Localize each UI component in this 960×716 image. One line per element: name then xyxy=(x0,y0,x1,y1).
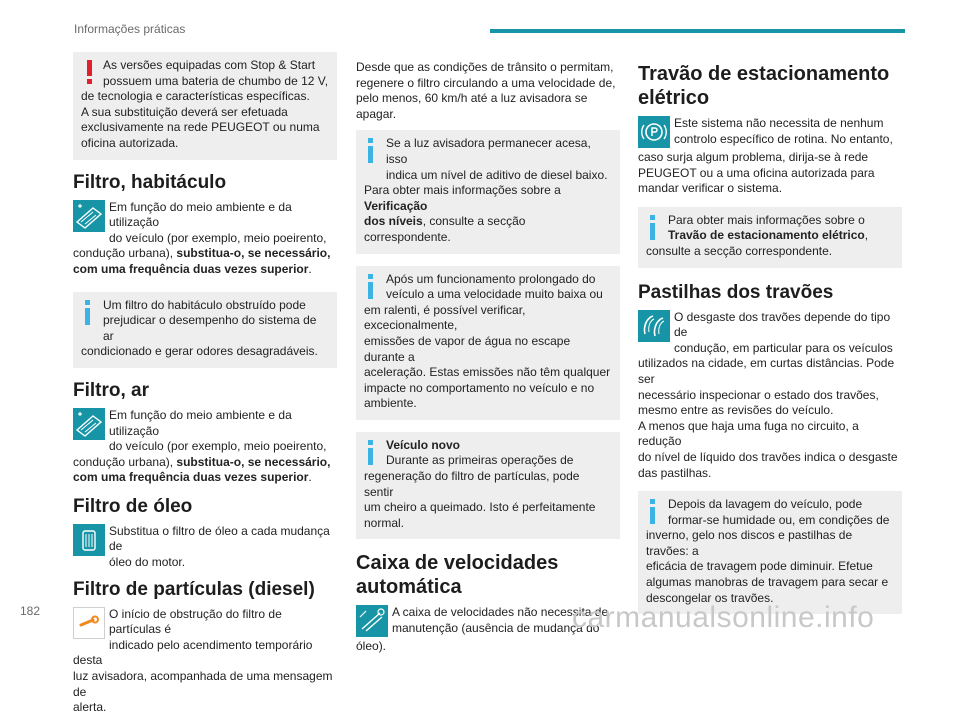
brake-pads-icon xyxy=(638,310,670,342)
info-icon xyxy=(650,215,656,241)
text-line: Para obter mais informações sobre o xyxy=(668,212,865,227)
page-number: 182 xyxy=(20,604,41,618)
parking-brake-entry xyxy=(638,116,902,197)
text-line: veículo a uma velocidade muito baixa ou xyxy=(386,287,603,302)
text-line: luz avisadora, acompanhada de uma mensagem de xyxy=(73,669,333,699)
bold-text: Travão de estacionamento elétrico xyxy=(668,228,865,243)
text-line: O início de obstrução do filtro de partículas é xyxy=(109,606,282,637)
info-box xyxy=(356,432,620,540)
text-line: Substitua o filtro de óleo a cada mudança de xyxy=(109,523,330,554)
info-box xyxy=(638,207,902,268)
text-line: em ralenti, é possível verificar, excecionalmente, xyxy=(364,302,526,333)
text-line: formar-se humidade ou, em condições de xyxy=(668,512,890,527)
brake-pads-entry xyxy=(638,310,902,482)
column-2 xyxy=(356,60,620,655)
text-line: aceleração. Estas emissões não têm qualquer xyxy=(364,365,611,380)
text-line: necessário inspecionar o estado dos travões, xyxy=(638,387,879,402)
info-icon xyxy=(85,300,91,326)
heading-brake-pads: Pastilhas dos travões xyxy=(638,281,834,303)
bold-text: Verificação xyxy=(364,198,428,213)
warning-box xyxy=(73,52,337,160)
text-line: condução urbana), xyxy=(73,454,177,469)
text-line: normal. xyxy=(364,515,405,530)
particle-filter-entry xyxy=(73,607,337,716)
heading-line: Caixa de velocidades xyxy=(356,552,559,575)
text-line: ambiente. xyxy=(364,396,417,411)
info-icon xyxy=(650,499,656,525)
text-line: indica um nível de aditivo de diesel baixo. xyxy=(386,167,608,182)
text-line: exclusivamente na rede PEUGEOT ou numa xyxy=(81,120,320,135)
warning-icon xyxy=(85,60,93,84)
text-line: . xyxy=(308,470,312,485)
text-line: algumas manobras de travagem para secar e xyxy=(646,575,889,590)
text-line: indicado pelo acendimento temporário desta xyxy=(73,637,313,668)
info-box xyxy=(356,266,620,420)
text-line: condução, em particular para os veículos xyxy=(674,340,893,355)
text-line: do veículo (por exemplo, meio poeirento, xyxy=(109,230,327,245)
text-line: regenere o filtro circulando a uma velocidade de, xyxy=(356,75,616,90)
bold-text: substitua-o, se necessário, xyxy=(176,454,331,469)
text-line: Desde que as condições de trânsito o permitam, xyxy=(356,60,614,74)
watermark: carmanualsonline.info xyxy=(572,601,875,634)
text-line: consulte a secção correspondente. xyxy=(646,243,833,258)
text-line: óleo do motor. xyxy=(109,555,186,570)
text-line: controlo específico de rotina. No entanto, xyxy=(674,131,893,146)
text-line: Depois da lavagem do veículo, pode xyxy=(668,497,863,512)
text-line: mandar verificar o sistema. xyxy=(638,181,783,196)
heading-air-filter: Filtro, ar xyxy=(73,379,150,401)
section-title: Informações práticas xyxy=(74,22,186,36)
text-line: As versões equipadas com Stop & Start xyxy=(103,58,316,72)
text-line: emissões de vapor de água no escape durante a xyxy=(364,333,571,364)
text-line: mesmo entre as revisões do veículo. xyxy=(638,403,834,418)
text-line: das pastilhas. xyxy=(638,465,712,480)
text-line: , xyxy=(864,228,869,243)
text-line: alerta. xyxy=(73,700,107,715)
heading-line: automática xyxy=(356,576,462,599)
heading-parking-brake xyxy=(638,62,902,110)
text-line: do veículo (por exemplo, meio poeirento, xyxy=(109,439,327,454)
text-line: prejudicar o desempenho do sistema de ar xyxy=(103,313,317,343)
column-3 xyxy=(638,58,902,626)
column-1 xyxy=(73,52,337,716)
filter-icon xyxy=(73,408,105,440)
text-line: oficina autorizada. xyxy=(81,135,179,150)
gearbox-icon xyxy=(356,605,388,637)
text-line: . xyxy=(308,261,312,276)
text-line: eficácia de travagem pode diminuir. Efetue xyxy=(646,559,873,574)
text-line: um cheiro a queimado. Isto é perfeitamente xyxy=(364,500,596,515)
text-line: Em função do meio ambiente e da utilização xyxy=(109,199,292,230)
header-accent-bar xyxy=(490,29,905,33)
text-line: Um filtro do habitáculo obstruído pode xyxy=(103,297,306,312)
heading-line: elétrico xyxy=(638,87,710,109)
text-line: , consulte a secção correspondente. xyxy=(364,214,526,244)
text-line: PEUGEOT ou a uma oficina autorizada para xyxy=(638,165,875,180)
text-line: regeneração do filtro de partículas, pode sentir xyxy=(364,469,580,499)
bold-text: dos níveis xyxy=(364,214,423,229)
text-line: óleo). xyxy=(356,639,387,654)
text-line: Para obter mais informações sobre a xyxy=(364,183,561,198)
text-line: A menos que haja uma fuga no circuito, a redução xyxy=(638,418,859,449)
text-line: Se a luz avisadora permanecer acesa, isso xyxy=(386,136,591,166)
filter-icon xyxy=(73,200,105,232)
info-icon xyxy=(368,138,374,164)
info-box xyxy=(73,292,337,368)
oil-filter-entry xyxy=(73,524,337,571)
oil-filter-icon xyxy=(73,524,105,556)
bold-text: com uma frequência duas vezes superior xyxy=(73,261,309,276)
heading-line: Travão de estacionamento xyxy=(638,63,890,85)
text-line: impacte no comportamento no veículo e no xyxy=(364,380,595,395)
text-line: Este sistema não necessita de nenhum xyxy=(674,116,884,130)
text-line: pelo menos, 60 km/h até a luz avisadora se apagar. xyxy=(356,91,588,121)
heading-gearbox xyxy=(356,551,620,599)
text-line: O desgaste dos travões depende do tipo de xyxy=(674,309,891,340)
heading-cabin-filter: Filtro, habitáculo xyxy=(73,171,227,193)
parking-brake-icon xyxy=(638,116,670,148)
text-line: Após um funcionamento prolongado do xyxy=(386,271,596,286)
text-line: inverno, gelo nos discos e pastilhas de travões: a xyxy=(646,528,853,558)
text-line: Em função do meio ambiente e da utilização xyxy=(109,407,292,438)
air-filter-entry xyxy=(73,408,337,486)
cabin-filter-entry xyxy=(73,200,337,278)
info-box xyxy=(356,130,620,253)
note-title: Veículo novo xyxy=(386,437,461,452)
text-line: descongelar os travões. xyxy=(646,590,774,605)
info-box xyxy=(638,491,902,614)
text-line: do nível de líquido dos travões indica o desgaste xyxy=(638,449,898,464)
heading-oil-filter: Filtro de óleo xyxy=(73,495,193,517)
heading-particle-filter: Filtro de partículas (diesel) xyxy=(73,578,315,600)
text-line: manutenção (ausência de mudança do xyxy=(392,621,600,636)
bold-text: com uma frequência duas vezes superior xyxy=(73,470,309,485)
info-icon xyxy=(368,274,374,300)
info-icon xyxy=(368,440,374,466)
wrench-icon xyxy=(73,607,105,639)
text-line: utilizados na cidade, em curtas distâncias. Pode ser xyxy=(638,356,895,386)
text-line: condicionado e gerar odores desagradáveis. xyxy=(81,344,318,359)
text-line: de tecnologia e características específicas. xyxy=(81,89,310,104)
text-line: possuem uma bateria de chumbo de 12 V, xyxy=(103,73,329,88)
bold-text: substitua-o, se necessário, xyxy=(176,246,331,261)
text-line: A caixa de velocidades não necessita de xyxy=(392,605,609,620)
text-line: A sua substituição deverá ser efetuada xyxy=(81,104,288,119)
text-line: caso surja algum problema, dirija-se à rede xyxy=(638,150,869,164)
text-line: Durante as primeiras operações de xyxy=(386,453,574,468)
text-line: condução urbana), xyxy=(73,246,177,261)
